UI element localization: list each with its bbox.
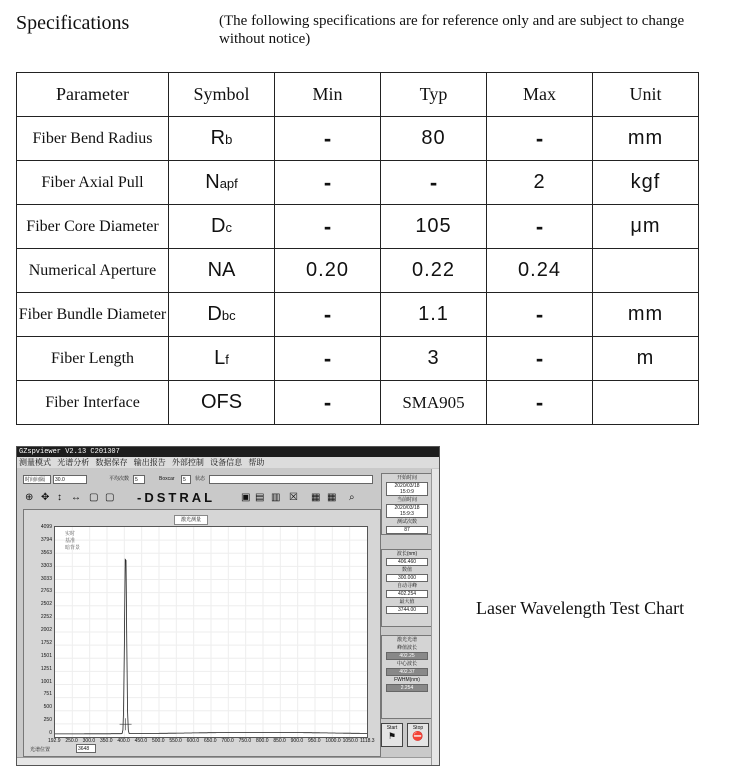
center-wl-label: 中心波长: [396, 661, 417, 667]
print-icon[interactable]: ▤: [255, 492, 265, 503]
mode-indicator: -DSTRAL: [137, 490, 216, 505]
cell-unit: m: [593, 337, 699, 381]
cell-typ: 1.1: [381, 293, 487, 337]
menu-item-external[interactable]: 外部控制: [171, 458, 204, 467]
x-tick-label: 1000.0: [325, 738, 341, 744]
cell-min: -: [275, 337, 381, 381]
cell-max: 2: [487, 161, 593, 205]
spectrum-plot: [23, 509, 381, 757]
auto-peak-label: 自动寻峰: [396, 583, 417, 589]
menu-item-device[interactable]: 设备信息: [210, 458, 243, 467]
cell-param: Numerical Aperture: [17, 249, 169, 293]
y-tick-label: 1251: [40, 665, 52, 672]
settings-row: [23, 473, 375, 485]
cell-typ: 80: [381, 117, 487, 161]
time-group: [381, 473, 433, 535]
close-icon[interactable]: ☒: [289, 492, 298, 503]
cell-symbol: [169, 293, 275, 337]
count-value: 87: [386, 526, 428, 534]
laser-spec-label: 激光光谱: [396, 637, 417, 643]
plot-area[interactable]: [54, 526, 368, 738]
vertical-scale-icon[interactable]: ↕: [57, 492, 62, 503]
cell-symbol: [169, 117, 275, 161]
cell-min: -: [275, 205, 381, 249]
spec-row: [17, 249, 699, 293]
position-value: 3648: [76, 744, 96, 753]
fwhm-value: 2.254: [386, 684, 428, 692]
spectrometer-window: [16, 446, 440, 766]
wavelength-label: 波长(nm): [396, 551, 418, 557]
y-tick-label: 3303: [40, 562, 52, 569]
cell-min: -: [275, 161, 381, 205]
x-tick-label: 700.0: [221, 738, 234, 744]
boxcar-label: Boxcar: [159, 476, 175, 482]
interval-input[interactable]: 30.0: [53, 475, 87, 484]
cell-unit: [593, 381, 699, 425]
spec-row: [17, 381, 699, 425]
right-panel: [381, 469, 433, 759]
cell-symbol: [169, 337, 275, 381]
laser-spec-group: [381, 635, 433, 719]
wavelength-value: 406.460: [386, 558, 428, 566]
move-icon[interactable]: ✥: [41, 492, 50, 503]
symbol-subscript: bc: [221, 308, 236, 323]
symbol-main: D: [211, 215, 226, 237]
symbol-main: OFS: [200, 391, 243, 413]
x-tick-label: 750.0: [238, 738, 252, 744]
menu-item-help[interactable]: 帮助: [248, 458, 265, 467]
cell-max: -: [487, 117, 593, 161]
y-tick-label: 751: [43, 691, 52, 698]
cell-symbol: [169, 161, 275, 205]
cell-unit: [593, 249, 699, 293]
spec-row: [17, 293, 699, 337]
cell-unit: kgf: [593, 161, 699, 205]
x-tick-label: 400.0: [117, 738, 130, 744]
cell-min: 0.20: [275, 249, 381, 293]
menu-bar: [17, 457, 439, 468]
spec-row: [17, 161, 699, 205]
x-tick-label: 850.0: [273, 738, 286, 744]
cell-symbol: [169, 381, 275, 425]
cell-symbol: [169, 205, 275, 249]
menu-item-report[interactable]: 输出报告: [133, 458, 166, 467]
spec-row: [17, 337, 699, 381]
horizontal-scale-icon[interactable]: ↔: [71, 492, 81, 503]
count-label: 测试次数: [396, 519, 417, 525]
position-label: 光谱位置: [30, 747, 51, 753]
start-icon: ⚑: [387, 731, 397, 741]
value-value: 300.000: [386, 574, 428, 582]
symbol-subscript: f: [225, 352, 229, 367]
peak-wl-value: 402.25: [386, 652, 428, 660]
menu-item-analysis[interactable]: 光谱分析: [57, 458, 90, 467]
cell-typ: 3: [381, 337, 487, 381]
add-icon[interactable]: ⊕: [25, 492, 34, 503]
x-tick-label: 500.0: [152, 738, 165, 744]
menu-item-save[interactable]: 数据保存: [95, 458, 128, 467]
x-tick-label: 800.0: [256, 738, 269, 744]
spec-table: [16, 72, 699, 425]
max-label: 最大值: [399, 599, 415, 605]
cell-max: 0.24: [487, 249, 593, 293]
value-label: 数值: [401, 567, 412, 573]
save-icon[interactable]: ▣: [241, 492, 251, 503]
cell-param: Fiber Length: [17, 337, 169, 381]
peak-group: [381, 549, 433, 627]
y-tick-label: 0: [49, 730, 52, 736]
horizontal-scrollbar[interactable]: [17, 757, 431, 765]
symbol-main: N: [205, 171, 220, 193]
spec-title: Specifications: [16, 12, 130, 34]
spec-row: [17, 117, 699, 161]
x-tick-label: 1050.0: [342, 738, 358, 744]
spec-header-row: [17, 73, 699, 117]
status-field: [209, 475, 373, 484]
x-tick-label: 192.9: [48, 738, 61, 744]
y-tick-label: 3033: [40, 575, 52, 582]
symbol-main: L: [214, 347, 226, 369]
cell-param: Fiber Axial Pull: [17, 161, 169, 205]
cell-unit: mm: [593, 293, 699, 337]
y-tick-label: 1501: [40, 652, 52, 659]
dark-icon[interactable]: ▦: [327, 492, 337, 503]
cell-param: Fiber Core Diameter: [17, 205, 169, 249]
cell-max: -: [487, 293, 593, 337]
y-tick-label: 3563: [40, 549, 52, 556]
cell-unit: μm: [593, 205, 699, 249]
stop-label: Stop: [412, 725, 424, 731]
cell-unit: mm: [593, 117, 699, 161]
spectrum-svg: [55, 527, 367, 737]
y-tick-label: 2502: [40, 601, 52, 608]
cell-min: -: [275, 293, 381, 337]
y-tick-label: 250: [43, 717, 52, 724]
legend-entry: 基准: [65, 538, 76, 544]
col-header-max: Max: [487, 73, 593, 117]
stop-icon: ⛔: [412, 731, 424, 741]
plot-title: 激光测量: [174, 515, 208, 525]
mode-select[interactable]: 时间间隔: [23, 475, 51, 484]
col-header-min: Min: [275, 73, 381, 117]
y-tick-label: 1752: [40, 639, 52, 646]
x-tick-label: 950.0: [308, 738, 321, 744]
y-tick-label: 3794: [40, 536, 52, 543]
boxcar-input[interactable]: 5: [181, 475, 191, 484]
x-tick-label: 1118.3: [360, 738, 375, 744]
symbol-main: R: [210, 127, 226, 149]
symbol-subscript: apf: [219, 176, 238, 191]
x-tick-label: 450.0: [134, 738, 148, 744]
start-time-label: 开始时间: [396, 475, 417, 481]
y-tick-label: 4099: [40, 524, 52, 530]
vertical-scrollbar[interactable]: [431, 469, 439, 765]
avg-input[interactable]: 5: [133, 475, 145, 484]
spec-row: [17, 205, 699, 249]
symbol-main: D: [207, 303, 222, 325]
x-tick-label: 350.0: [100, 738, 113, 744]
stop-button[interactable]: [407, 723, 429, 747]
cell-max: -: [487, 205, 593, 249]
search-icon[interactable]: ⌕: [349, 492, 355, 503]
reference-icon[interactable]: ▦: [311, 492, 321, 503]
y-tick-label: 2252: [40, 614, 52, 621]
col-header-unit: Unit: [593, 73, 699, 117]
window-title: GZspviewer V2.13 C201307: [17, 447, 439, 457]
x-tick-label: 550.0: [169, 738, 182, 744]
col-header-parameter: Parameter: [17, 73, 169, 117]
symbol-subscript: b: [225, 132, 233, 147]
center-wl-value: 402.37: [386, 668, 428, 676]
cell-min: -: [275, 117, 381, 161]
start-button[interactable]: [381, 723, 403, 747]
legend-entry: 暗背景: [65, 545, 81, 551]
start-time-value: 2020/03/18 15:0:9: [386, 482, 428, 496]
max-value: 3744.00: [386, 606, 428, 614]
current-time-label: 当前时间: [396, 497, 417, 503]
y-tick-label: 2763: [40, 588, 52, 595]
y-tick-label: 2002: [40, 627, 52, 633]
x-tick-label: 300.0: [82, 738, 96, 744]
x-tick-label: 250.0: [65, 738, 78, 744]
x-tick-label: 600.0: [186, 738, 200, 744]
col-header-typ: Typ: [381, 73, 487, 117]
x-tick-label: 650.0: [204, 738, 217, 744]
auto-peak-value: 402.254: [386, 590, 428, 598]
y-tick-label: 1001: [40, 678, 52, 685]
cell-symbol: [169, 249, 275, 293]
zoom-in-icon[interactable]: ▢: [89, 492, 99, 503]
export-icon[interactable]: ▥: [271, 492, 281, 503]
cell-min: -: [275, 381, 381, 425]
cell-typ: SMA905: [381, 381, 487, 425]
symbol-main: NA: [207, 259, 236, 281]
legend-entry: 实时: [65, 531, 76, 537]
zoom-out-icon[interactable]: ▢: [105, 492, 115, 503]
col-header-symbol: Symbol: [169, 73, 275, 117]
x-tick-label: 900.0: [290, 738, 304, 744]
cell-param: Fiber Interface: [17, 381, 169, 425]
cell-typ: 0.22: [381, 249, 487, 293]
cell-param: Fiber Bundle Diameter: [17, 293, 169, 337]
status-label: 状态: [195, 476, 206, 482]
fwhm-label: FWHM(nm): [394, 677, 420, 683]
cell-typ: 105: [381, 205, 487, 249]
start-label: Start: [386, 725, 398, 731]
current-time-value: 2020/03/18 15:9:3: [386, 504, 428, 518]
cell-max: -: [487, 337, 593, 381]
y-tick-label: 500: [43, 704, 52, 711]
peak-wl-label: 峰值波长: [396, 645, 417, 651]
avg-label: 平均次数: [109, 476, 130, 482]
spec-note: (The following specifications are for reference only and are subject to change without notice): [219, 13, 685, 47]
cell-param: Fiber Bend Radius: [17, 117, 169, 161]
menu-item-measure[interactable]: 测量模式: [19, 458, 51, 467]
cell-typ: -: [381, 161, 487, 205]
symbol-subscript: c: [225, 220, 232, 235]
chart-caption: Laser Wavelength Test Chart: [476, 598, 685, 618]
tool-icon-row: [23, 491, 375, 505]
cell-max: -: [487, 381, 593, 425]
